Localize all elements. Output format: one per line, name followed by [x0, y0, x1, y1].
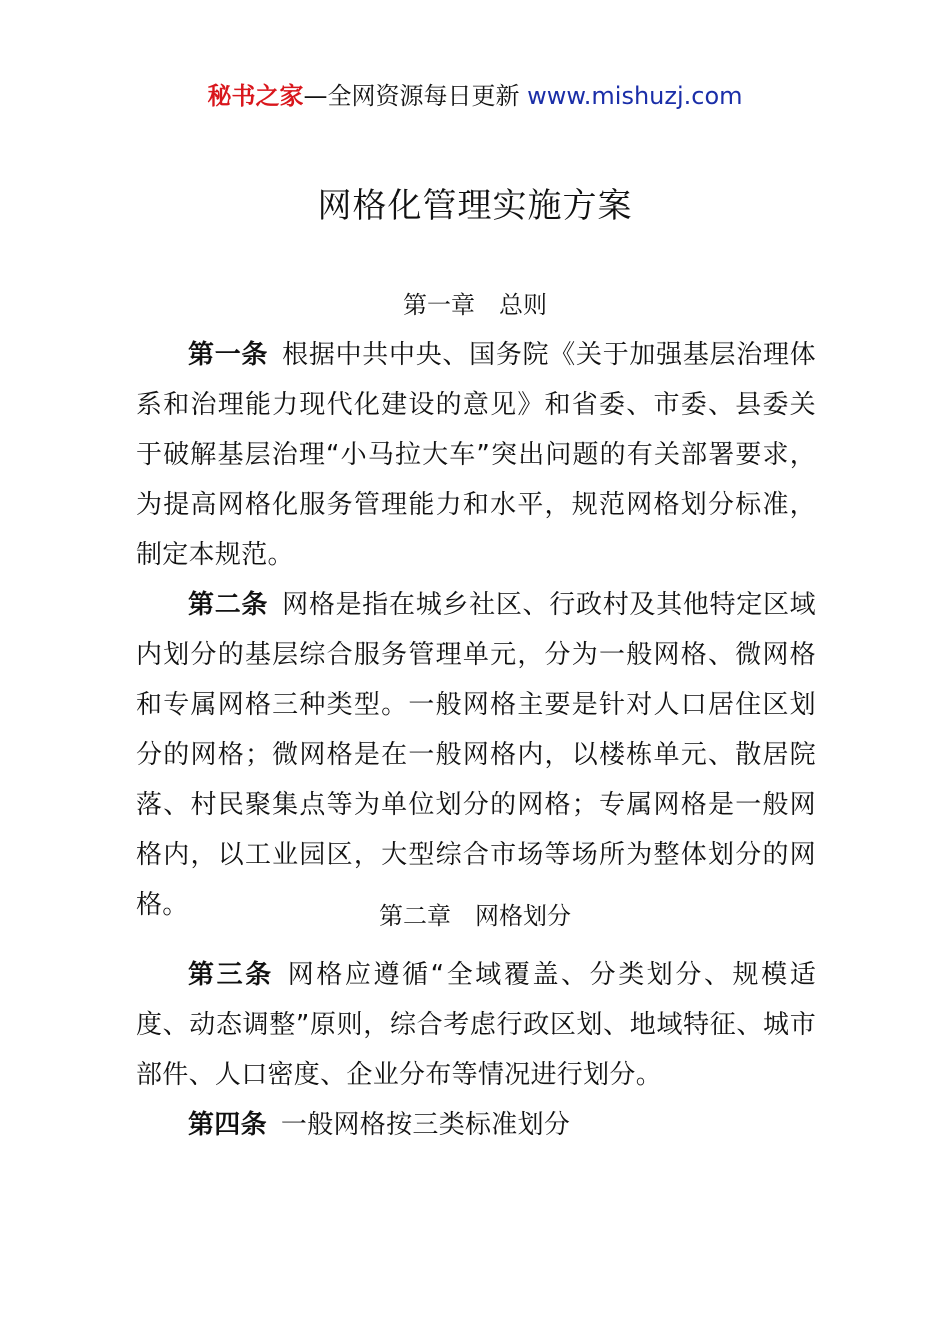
- document-title: 网格化管理实施方案: [317, 186, 633, 226]
- chapter-heading: 第二章 网格划分: [379, 902, 571, 930]
- chapter-heading: 第一章 总则: [403, 291, 547, 319]
- header-slogan: —全网资源每日更新: [303, 82, 528, 110]
- site-header: [0, 80, 950, 112]
- article-text: 根据中共中央、国务院《关于加强基层治理体系和治理能力现代化建设的意见》和省委、市委、县委关于破解基层治理“小马拉大车”突出问题的有关部署要求，为提高网格化服务管理能力和水平，规范网格划分标准，制定本规范。: [136, 340, 816, 570]
- article-number: 第四条: [188, 1110, 267, 1140]
- article-text: 网格是指在城乡社区、行政村及其他特定区域内划分的基层综合服务管理单元，分为一般网格、微网格和专属网格三种类型。一般网格主要是针对人口居住区划分的网格；微网格是在一般网格内，以楼栋单元、散居院落、村民聚集点等为单位划分的网格；专属网格是一般网格内，以工业园区，大型综合市场等场所为整体划分的网格。: [136, 590, 816, 920]
- brand-name: 秘书之家: [207, 82, 304, 110]
- article-text: 一般网格按三类标准划分: [280, 1110, 571, 1140]
- article-paragraph: [136, 580, 816, 930]
- article-paragraph: [136, 950, 816, 1100]
- article-number: 第三条: [188, 960, 274, 990]
- article-number: 第二条: [188, 590, 269, 620]
- article-number: 第一条: [188, 340, 269, 370]
- article-paragraph: [136, 330, 816, 580]
- article-paragraph: [136, 1100, 816, 1150]
- article-text: 网格应遵循“全域覆盖、分类划分、规模适度、动态调整”原则，综合考虑行政区划、地域特征、城市部件、人口密度、企业分布等情况进行划分。: [136, 960, 816, 1090]
- site-url-link[interactable]: www.mishuzj.com: [527, 82, 743, 110]
